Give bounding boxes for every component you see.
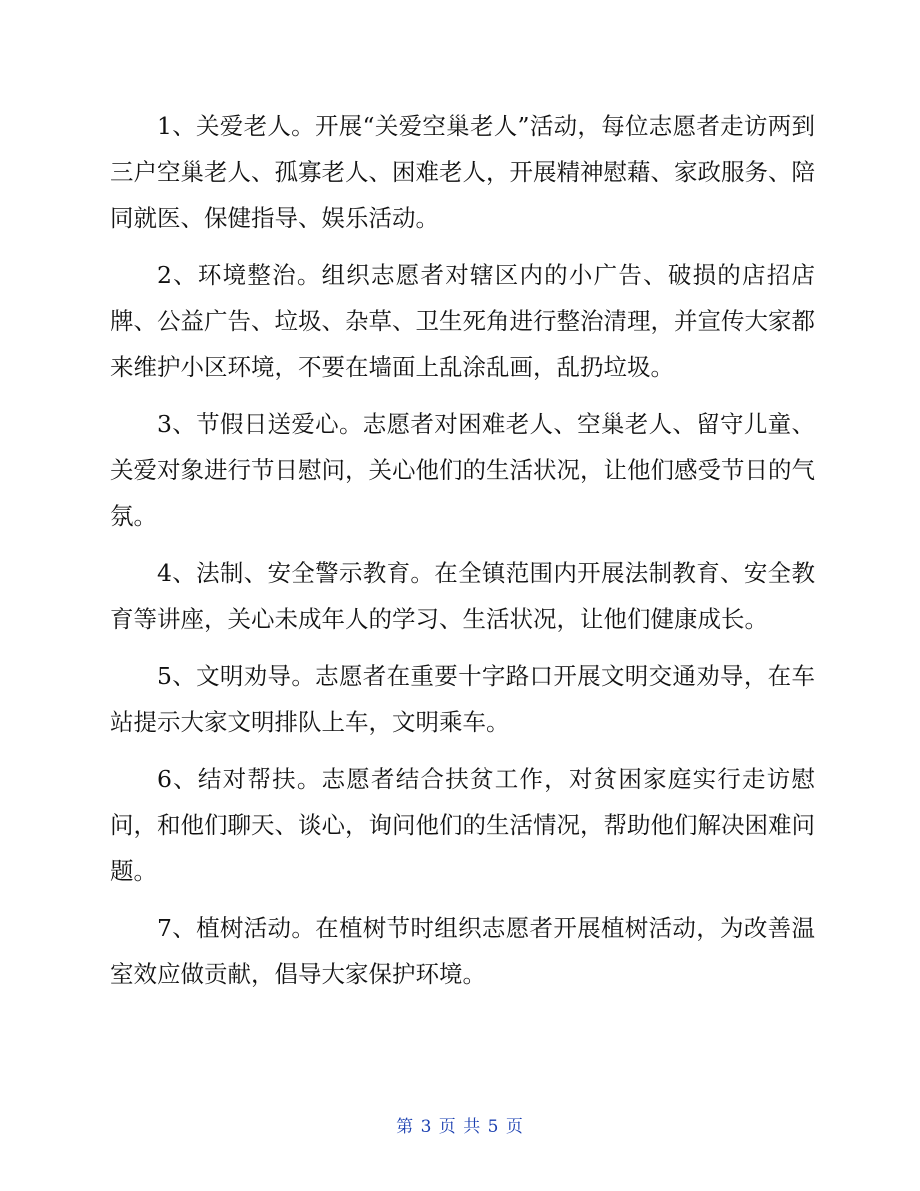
page-number-footer: 第 3 页 共 5 页 [396,1117,524,1137]
paragraph-care-elderly: 1、关爱老人。开展“关爱空巢老人”活动，每位志愿者走访两到三户空巢老人、孤寡老人、困难老人，开展精神慰藉、家政服务、陪同就医、保健指导、娱乐活动。 [110,112,815,232]
document-body [110,103,815,1008]
paragraph-legal-safety: 4、法制、安全警示教育。在全镇范围内开展法制教育、安全教育等讲座，关心未成年人的学习、生活状况，让他们健康成长。 [110,559,815,633]
paragraph-civility: 5、文明劝导。志愿者在重要十字路口开展文明交通劝导，在车站提示大家文明排队上车，文明乘车。 [110,662,815,736]
paragraph-environment: 2、环境整治。组织志愿者对辖区内的小广告、破损的店招店牌、公益广告、垃圾、杂草、卫生死角进行整治清理，并宣传大家都来维护小区环境，不要在墙面上乱涂乱画，乱扔垃圾。 [110,261,815,381]
paragraph-holiday-love: 3、节假日送爱心。志愿者对困难老人、空巢老人、留守儿童、关爱对象进行节日慰问，关心他们的生活状况，让他们感受节日的气氛。 [110,410,815,530]
paragraph-tree-planting: 7、植树活动。在植树节时组织志愿者开展植树活动，为改善温室效应做贡献，倡导大家保护环境。 [110,914,815,988]
paragraph-assistance: 6、结对帮扶。志愿者结合扶贫工作，对贫困家庭实行走访慰问，和他们聊天、谈心，询问他们的生活情况，帮助他们解决困难问题。 [110,765,815,885]
